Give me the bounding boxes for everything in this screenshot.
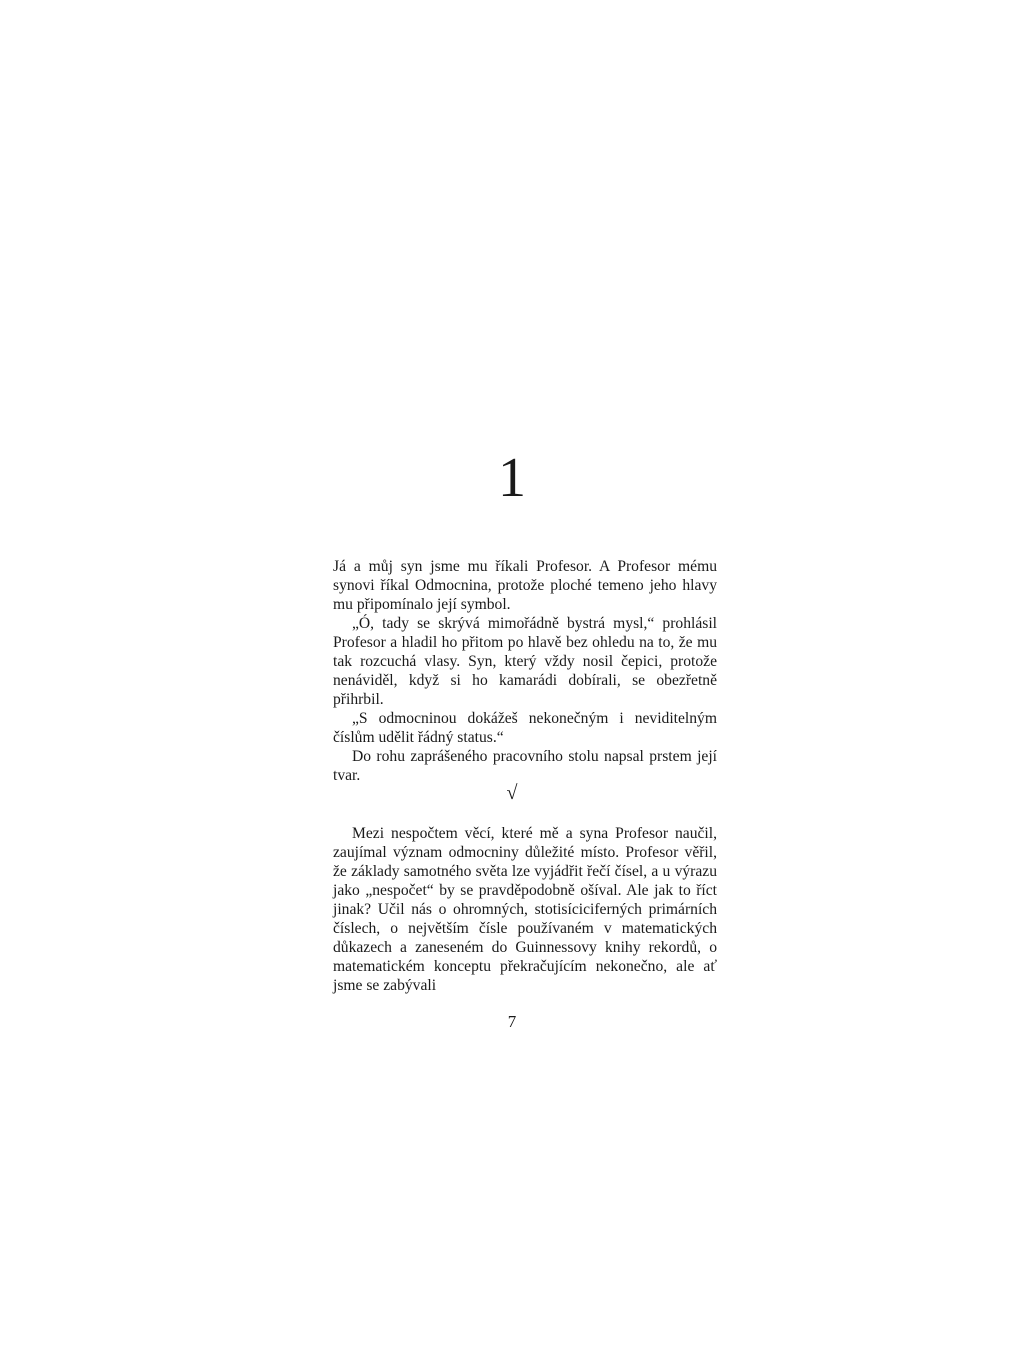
paragraph: „Ó, tady se skrývá mimořádně bystrá mysl,“ prohlásil Profesor a hladil ho přitom po hlavě bez ohledu na to, že mu tak rozcuchá vlasy. Syn, který vždy nosil čepici, protože nenáviděl, když si ho kamarádi dobírali, se obezřetně přihrbil. [333, 615, 717, 708]
paragraph: Já a můj syn jsme mu říkali Profesor. A Profesor mému synovi říkal Odmocnina, protože ploché temeno jeho hlavy mu připomínalo její symbol. [333, 558, 717, 613]
square-root-section-mark: √ [506, 782, 518, 804]
page-number: 7 [507, 1012, 517, 1031]
paragraph: Do rohu zaprášeného pracovního stolu napsal prstem její tvar. [333, 748, 717, 784]
section-one-text [333, 557, 717, 785]
paragraph: „S odmocninou dokážeš nekonečným i neviditelným číslům udělit řádný status.“ [333, 710, 717, 746]
paragraph: Mezi nespočtem věcí, které mě a syna Profesor naučil, zaujímal význam odmocniny důležité místo. Profesor věřil, že základy samotného světa lze vyjádřit řečí čísel, a u výrazu jako „nespočet“ by se pravděpodobně ošíval. Ale jak to říct jinak? Učil nás o ohromných, stotisíciciferných primárních číslech, o největším čísle používaném v matematických důkazech a zaneseném do Guinnessovy knihy rekordů, o matematickém konceptu překračujícím nekonečno, ale ať jsme se zabývali [333, 825, 717, 994]
section-two-text [333, 824, 717, 995]
chapter-number: 1 [498, 447, 526, 509]
